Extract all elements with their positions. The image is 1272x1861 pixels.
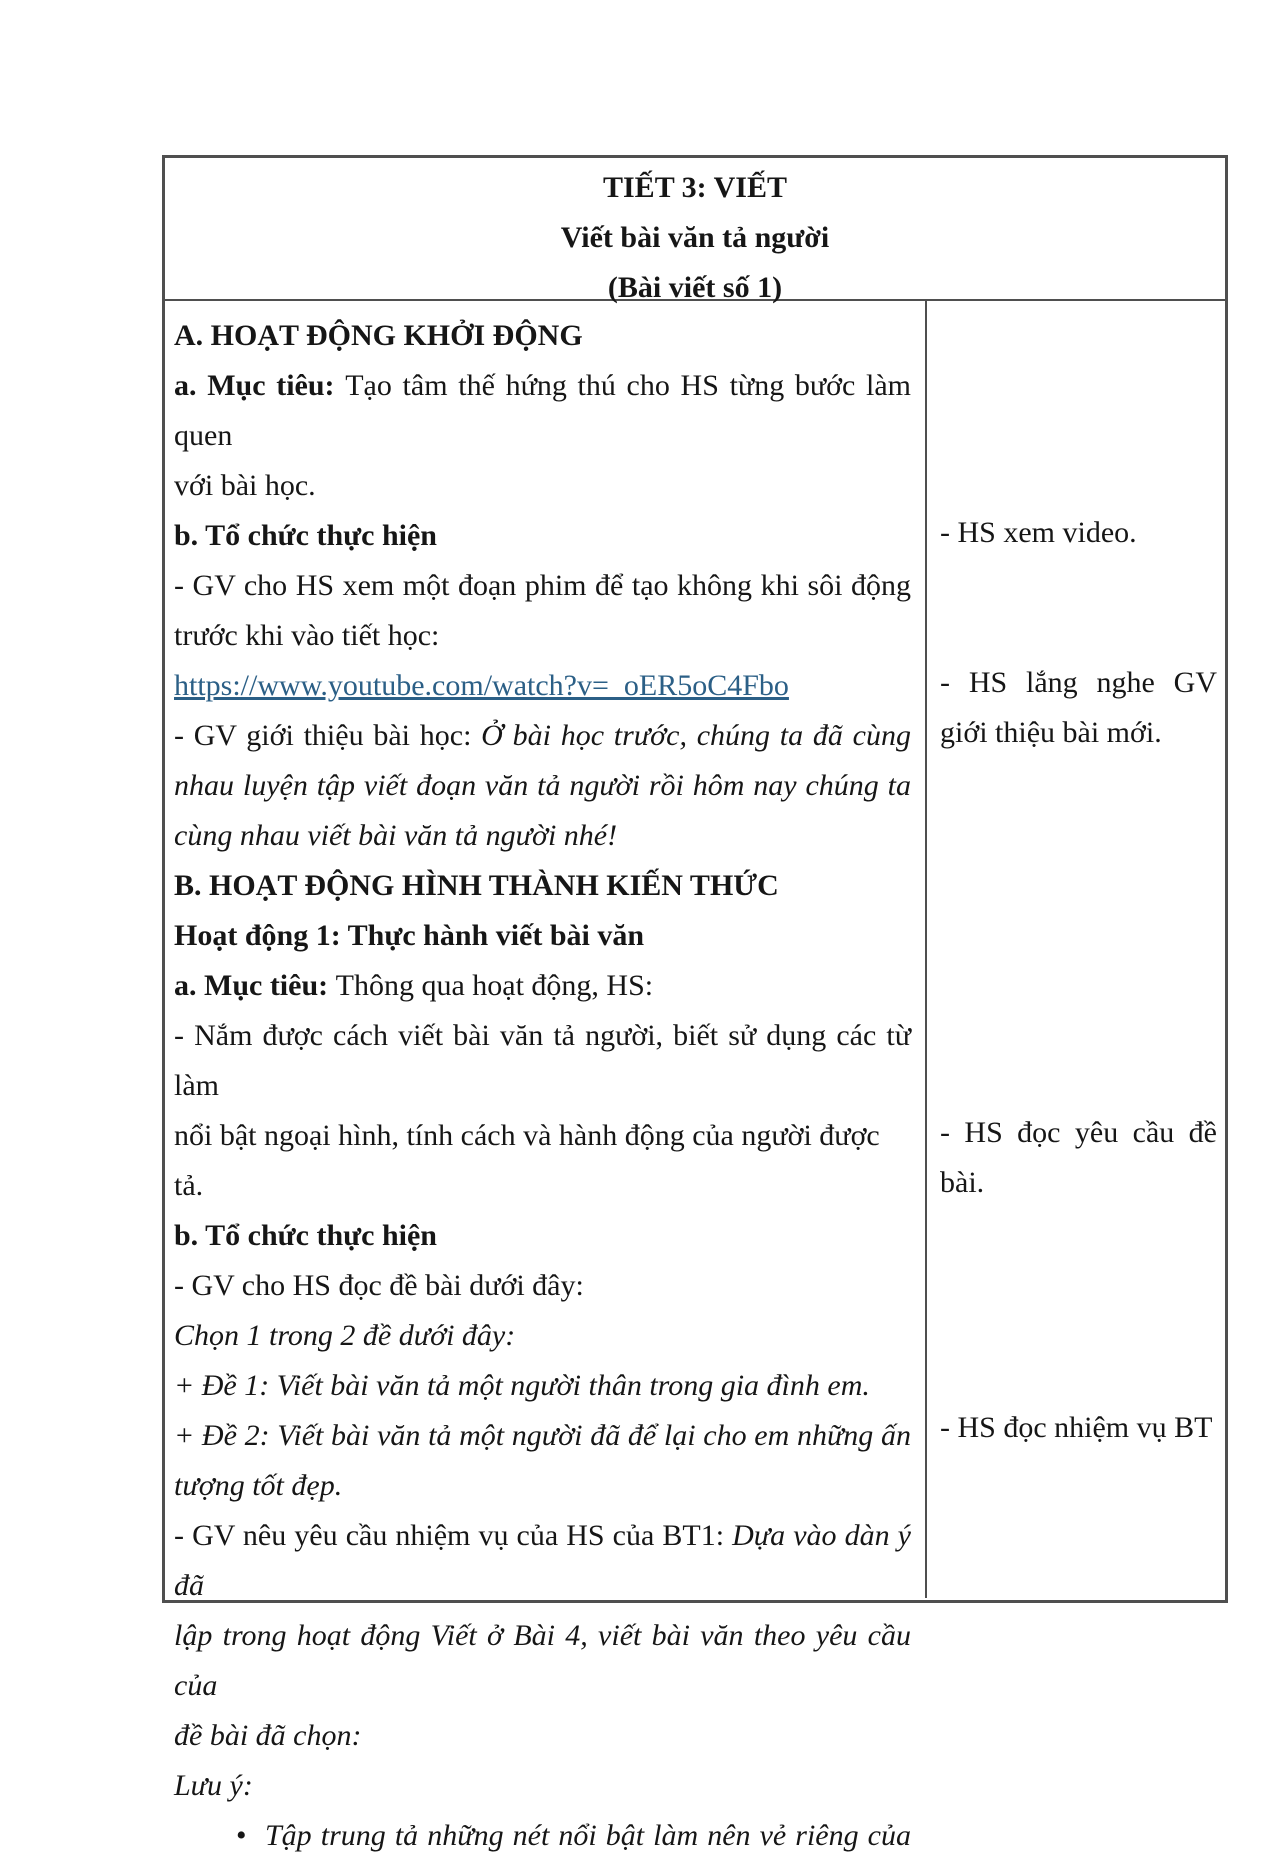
text-line	[174, 511, 911, 561]
text-segment: Tạo tâm thế hứng thú cho HS từng bước làm quen	[174, 369, 911, 452]
table-header	[165, 158, 1225, 304]
text-line	[174, 1711, 911, 1761]
text-segment: trước khi vào tiết học:	[174, 619, 440, 652]
text-segment: Tập trung tả những nét nổi bật làm nên vẻ riêng của	[265, 1819, 911, 1852]
text-segment: + Đề 1: Viết bài văn tả một người thân trong gia đình em.	[174, 1369, 870, 1402]
text-segment: - Nắm được cách viết bài văn tả người, biết sử dụng các từ làm	[174, 1019, 911, 1102]
header-line: Viết bài văn tả người	[560, 221, 830, 254]
student-note-watch-video: - HS xem video.	[940, 516, 1137, 549]
youtube-link[interactable]: https://www.youtube.com/watch?v=_oER5oC4Fbo	[174, 669, 789, 702]
text-line	[174, 1461, 911, 1511]
text-segment: - GV nêu yêu cầu nhiệm vụ của HS của BT1:	[174, 1519, 733, 1552]
text-segment: - GV cho HS đọc đề bài dưới đây:	[174, 1269, 584, 1302]
text-line	[174, 1311, 911, 1361]
text-line	[174, 311, 911, 361]
text-segment: Dựa vào dàn ý đã	[174, 1519, 911, 1602]
text-segment: a. Mục tiêu:	[174, 369, 346, 402]
text-segment: tượng tốt đẹp.	[174, 1469, 343, 1502]
text-line	[174, 1611, 911, 1711]
text-line	[174, 711, 911, 761]
student-note-listen-intro: - HS lắng nghe GV giới thiệu bài mới.	[940, 666, 1217, 749]
table-body-row	[165, 301, 1225, 1852]
text-line	[174, 1011, 911, 1111]
text-line	[174, 961, 911, 1011]
student-note-read-prompt: - HS đọc yêu cầu đề bài.	[940, 1116, 1217, 1199]
text-segment: Ở bài học trước, chúng ta đã cùng	[481, 719, 911, 752]
lesson-plan-table	[162, 155, 1228, 1852]
text-segment: lập trong hoạt động Viết ở Bài 4, viết bài văn theo yêu cầu của	[174, 1619, 911, 1702]
text-segment: - GV giới thiệu bài học:	[174, 719, 482, 752]
text-segment: B. HOẠT ĐỘNG HÌNH THÀNH KIẾN THỨC	[174, 869, 779, 902]
text-segment: Hoạt động 1: Thực hành viết bài văn	[174, 919, 645, 952]
text-line	[174, 911, 911, 961]
text-segment: với bài học.	[174, 469, 316, 502]
header-line: (Bài viết số 1)	[607, 271, 783, 304]
text-line	[174, 761, 911, 811]
text-line	[174, 1411, 911, 1461]
text-line	[174, 1211, 911, 1261]
text-segment: Thông qua hoạt động, HS:	[335, 969, 654, 1002]
text-segment: b. Tổ chức thực hiện	[174, 1219, 437, 1252]
text-line	[174, 1261, 911, 1311]
text-line	[174, 661, 911, 711]
student-note-read-task: - HS đọc nhiệm vụ BT	[940, 1411, 1213, 1444]
text-line	[174, 1111, 911, 1211]
text-line	[174, 1761, 911, 1811]
text-segment: + Đề 2: Viết bài văn tả một người đã để lại cho em những ấn	[174, 1419, 911, 1452]
text-segment: đề bài đã chọn:	[174, 1719, 362, 1752]
text-segment: nổi bật ngoại hình, tính cách và hành động của người được tả.	[174, 1119, 880, 1202]
text-line	[174, 611, 911, 661]
text-segment: nhau luyện tập viết đoạn văn tả người rồi hôm nay chúng ta	[174, 769, 911, 802]
student-activities-column	[927, 301, 1225, 1598]
bullet-marker: •	[236, 1819, 247, 1852]
bullet-line	[174, 1811, 911, 1861]
text-line	[174, 361, 911, 461]
text-segment: A. HOẠT ĐỘNG KHỞI ĐỘNG	[174, 319, 583, 352]
text-line	[174, 561, 911, 611]
text-segment: Lưu ý:	[174, 1769, 253, 1802]
text-line	[174, 1511, 911, 1611]
teacher-activities-column	[165, 301, 927, 1852]
text-line	[174, 461, 911, 511]
header-line: TIẾT 3: VIẾT	[603, 171, 787, 204]
text-line	[174, 861, 911, 911]
text-line	[174, 811, 911, 861]
text-segment: a. Mục tiêu:	[174, 969, 336, 1002]
text-segment: cùng nhau viết bài văn tả người nhé!	[174, 819, 618, 852]
text-segment: b. Tổ chức thực hiện	[174, 519, 437, 552]
text-line	[174, 1361, 911, 1411]
text-segment: - GV cho HS xem một đoạn phim để tạo không khi sôi động	[174, 569, 911, 602]
text-segment: Chọn 1 trong 2 đề dưới đây:	[174, 1319, 516, 1352]
